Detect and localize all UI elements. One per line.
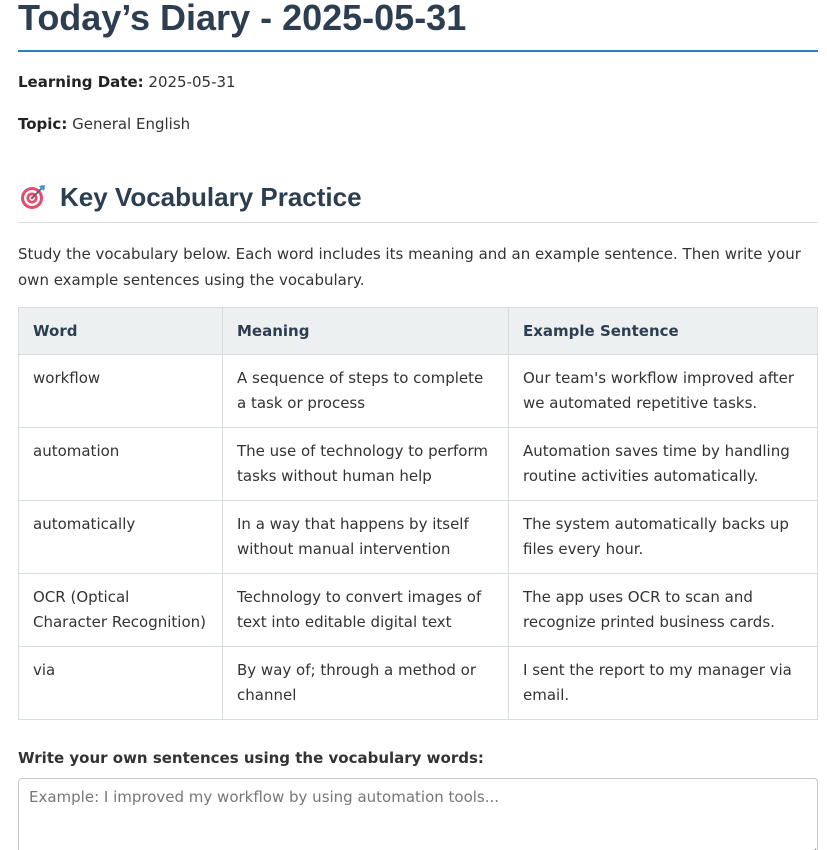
cell-example: The app uses OCR to scan and recognize printed business cards. bbox=[509, 573, 818, 646]
section-intro: Study the vocabulary below. Each word includes its meaning and an example sentence. Then write your own example sentences using the vocabulary. bbox=[18, 245, 801, 289]
cell-example: Automation saves time by handling routine activities automatically. bbox=[509, 427, 818, 500]
column-header-word: Word bbox=[19, 308, 223, 355]
cell-meaning: The use of technology to perform tasks without human help bbox=[223, 427, 509, 500]
vocabulary-table bbox=[18, 307, 818, 720]
target-icon bbox=[20, 184, 46, 210]
topic-value: General English bbox=[72, 115, 191, 133]
table-row bbox=[19, 646, 818, 719]
cell-word: via bbox=[19, 646, 223, 719]
table-row bbox=[19, 354, 818, 427]
learning-date bbox=[18, 72, 818, 92]
cell-example: The system automatically backs up files every hour. bbox=[509, 500, 818, 573]
topic-label: Topic: bbox=[18, 115, 68, 133]
cell-word: automatically bbox=[19, 500, 223, 573]
cell-meaning: A sequence of steps to complete a task or process bbox=[223, 354, 509, 427]
column-header-meaning: Meaning bbox=[223, 308, 509, 355]
practice-label: Write your own sentences using the vocabulary words: bbox=[18, 748, 484, 767]
cell-word: OCR (Optical Character Recognition) bbox=[19, 573, 223, 646]
cell-meaning: By way of; through a method or channel bbox=[223, 646, 509, 719]
topic bbox=[18, 114, 818, 134]
learning-date-label: Learning Date: bbox=[18, 73, 144, 91]
cell-word: workflow bbox=[19, 354, 223, 427]
diary-page bbox=[18, 0, 818, 850]
learning-date-value: 2025-05-31 bbox=[148, 73, 236, 91]
table-row bbox=[19, 427, 818, 500]
column-header-example: Example Sentence bbox=[509, 308, 818, 355]
table-row bbox=[19, 500, 818, 573]
cell-example: Our team's workflow improved after we automated repetitive tasks. bbox=[509, 354, 818, 427]
cell-meaning: Technology to convert images of text into editable digital text bbox=[223, 573, 509, 646]
section-title: Key Vocabulary Practice bbox=[60, 182, 362, 212]
cell-meaning: In a way that happens by itself without manual intervention bbox=[223, 500, 509, 573]
table-row bbox=[19, 573, 818, 646]
table-header-row bbox=[19, 308, 818, 355]
cell-word: automation bbox=[19, 427, 223, 500]
section-heading-vocabulary bbox=[18, 180, 818, 223]
cell-example: I sent the report to my manager via email. bbox=[509, 646, 818, 719]
own-sentences-textarea[interactable] bbox=[18, 778, 818, 850]
page-title: Today’s Diary - 2025-05-31 bbox=[18, 0, 818, 52]
